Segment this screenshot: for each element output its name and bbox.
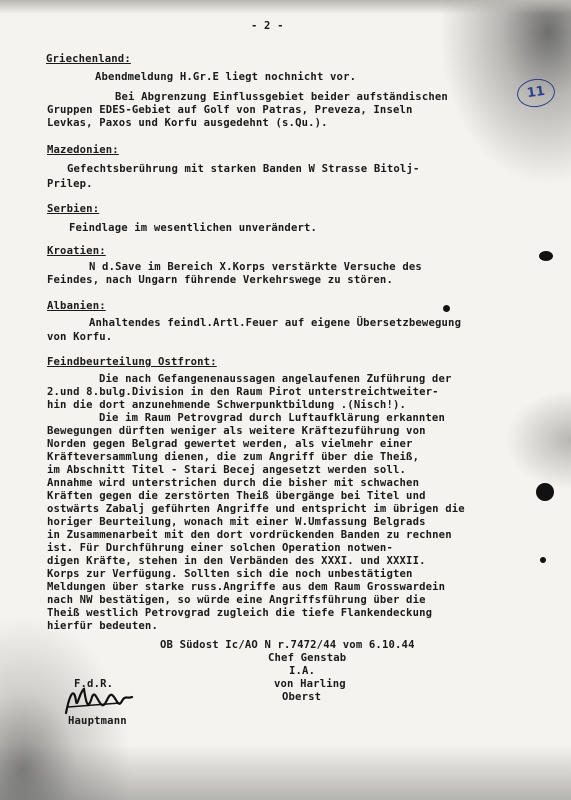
text-line: hierfür bedeuten. <box>47 620 158 632</box>
text-line: Feindlage im wesentlichen unverändert. <box>69 222 318 234</box>
section-heading-feindbeurteilung: Feindbeurteilung Ostfront: <box>47 356 217 368</box>
text-line: Kräfteversammlung dienen, die zum Angriff über die Theiß, <box>47 451 420 463</box>
text-line: ostwärts Zabalj geführten Angriffe und entspricht im übrigen die <box>47 503 465 515</box>
text-line: hin die dort anzunehmende Schwerpunktbildung .(Nisch!). <box>47 399 407 411</box>
text-line: Norden gegen Belgrad gewertet werden, als vielmehr einer <box>47 438 413 450</box>
handwritten-signature <box>62 683 134 719</box>
text-line: Levkas, Paxos und Korfu ausgedehnt (s.Qu.). <box>47 117 328 129</box>
section-heading-albanien: Albanien: <box>47 300 106 312</box>
text-line: horiger Beurteilung, wonach mit einer W.Umfassung Belgrads <box>47 516 426 528</box>
ink-blot <box>536 483 554 501</box>
text-line: Die im Raum Petrovgrad durch Luftaufklärung erkannten <box>99 412 445 424</box>
text-line: 2.und 8.bulg.Division in den Raum Pirot unterstreichtweiter- <box>47 386 439 398</box>
text-line: Anhaltendes feindl.Artl.Feuer auf eigene Übersetzbewegung <box>89 317 462 329</box>
signer-ia: I.A. <box>289 665 316 677</box>
text-line: von Korfu. <box>47 331 113 343</box>
text-line: digen Kräfte, stehen in den Verbänden des XXXI. und XXXII. <box>47 555 426 567</box>
text-line: Bewegungen dürften weniger als weitere Kräftezuführung von <box>47 425 426 437</box>
text-line: Prilep. <box>47 178 93 190</box>
text-line: Gruppen EDES-Gebiet auf Golf von Patras, Preveza, Inseln <box>47 104 413 116</box>
section-heading-mazedonien: Mazedonien: <box>47 144 119 156</box>
signer-rank: Oberst <box>282 691 322 703</box>
signer-role: Chef Genstab <box>268 652 347 664</box>
archive-stamp: 11 <box>515 76 557 109</box>
text-line: Theiß westlich Petrovgrad zugleich die tiefe Flankendeckung <box>47 607 433 619</box>
text-line: Kräften gegen die zerstörten Theiß übergänge bei Titel und <box>47 490 426 502</box>
text-line: Gefechtsberührung mit starken Banden W Strasse Bitolj- <box>67 163 420 175</box>
text-line: im Abschnitt Titel - Stari Becej angesetzt werden soll. <box>47 464 407 476</box>
text-line: Meldungen über starke russ.Angriffe aus dem Raum Grosswardein <box>47 581 446 593</box>
ink-blot <box>443 305 450 312</box>
ink-blot <box>540 557 546 563</box>
text-line: Feindes, nach Ungarn führende Verkehrswege zu stören. <box>47 274 393 286</box>
signer-name: von Harling <box>274 678 346 690</box>
reference-number: OB Südost Ic/AO N r.7472/44 vom 6.10.44 <box>160 639 415 651</box>
section-heading-kroatien: Kroatien: <box>47 245 106 257</box>
page-number: - 2 - <box>251 20 284 32</box>
text-line: Korps zur Verfügung. Sollten sich die noch unbestätigten <box>47 568 413 580</box>
text-line: Abendmeldung H.Gr.E liegt nochnicht vor. <box>95 71 357 83</box>
text-line: N d.Save im Bereich X.Korps verstärkte Versuche des <box>89 261 422 273</box>
text-line: Annahme wird unterstrichen durch die bisher mit schwachen <box>47 477 420 489</box>
text-line: Die nach Gefangenenaussagen angelaufenen Zuführung der <box>99 373 452 385</box>
text-line: nach NW bestätigen, so würde eine Angriffsführung über die <box>47 594 426 606</box>
section-heading-griechenland: Griechenland: <box>46 53 131 65</box>
text-line: in Zusammenarbeit mit den dort vordrückenden Banden zu rechnen <box>47 529 452 541</box>
text-line: Bei Abgrenzung Einflussgebiet beider aufständischen <box>115 91 448 103</box>
fdr-label: F.d.R. <box>74 678 114 690</box>
hauptmann-rank: Hauptmann <box>68 715 127 727</box>
ink-blot <box>539 251 553 261</box>
section-heading-serbien: Serbien: <box>47 203 100 215</box>
text-line: ist. Für Durchführung einer solchen Operation notwen- <box>47 542 393 554</box>
